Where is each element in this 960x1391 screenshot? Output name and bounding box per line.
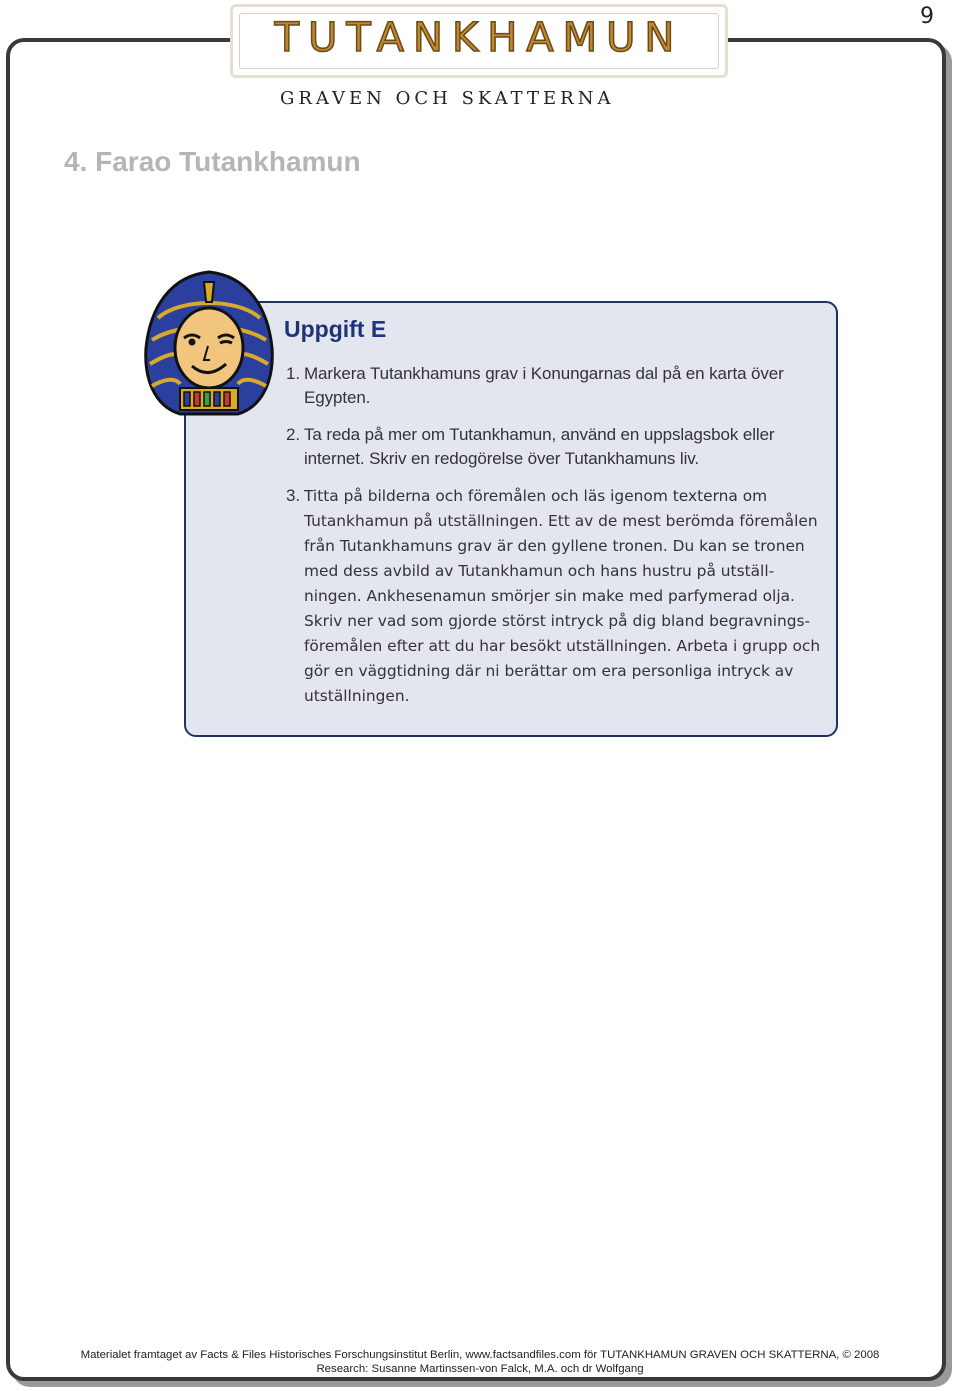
task-item-1 xyxy=(286,362,826,410)
footer-credits: Materialet framtaget av Facts & Files Historisches Forschungsinstitut Berlin, www.factsandfiles.com för TUTANKHAMUN GRAVEN OCH SKATTERNA, © 2008 xyxy=(80,1349,880,1361)
page-number: 9 xyxy=(920,4,934,29)
task-list xyxy=(286,362,826,722)
task-item-3 xyxy=(286,484,826,709)
task-text: Ta reda på mer om Tutankhamun, använd en uppslagsbok eller internet. Skriv en redogörelse över Tutankhamuns liv. xyxy=(304,425,775,468)
logo-text: TUTANKHAMUN xyxy=(274,15,684,61)
chapter-title: 4. Farao Tutankhamun xyxy=(64,146,361,177)
logo-subtitle: GRAVEN OCH SKATTERNA xyxy=(280,88,615,109)
task-title: Uppgift E xyxy=(284,316,387,342)
task-number: 2. xyxy=(286,425,300,444)
logo xyxy=(230,4,728,78)
task-item-2 xyxy=(286,423,826,471)
footer-research: Research: Susanne Martinssen-von Falck, M.A. och dr Wolfgang xyxy=(316,1363,644,1375)
task-number: 3. xyxy=(286,486,300,505)
task-number: 1. xyxy=(286,364,300,383)
task-text-part-a: Titta på bilderna och föremålen och läs igenom texterna om Tutankhamun på utställningen. xyxy=(304,487,768,530)
task-text: Markera Tutankhamuns grav i Konungarnas dal på en karta över Egypten. xyxy=(304,364,784,407)
pharaoh-avatar-icon xyxy=(140,268,278,420)
task-text-part-b: Ett av de mest berömda föremålen från Tutankhamuns grav är den gyllene tronen. Du kan se tronen med dess avbild av Tutankhamun och hans hustru på utställ-ningen. Ankhesenamun smörjer sin make med parfymerad olja. Skriv ner vad som gjorde störst intryck på dig bland begravnings-föremålen efter att du har besökt utställningen. Arbeta i grupp och gör en väggtidning där ni berättar om era personliga intryck av utställningen. xyxy=(304,512,821,705)
task-text xyxy=(304,484,826,709)
